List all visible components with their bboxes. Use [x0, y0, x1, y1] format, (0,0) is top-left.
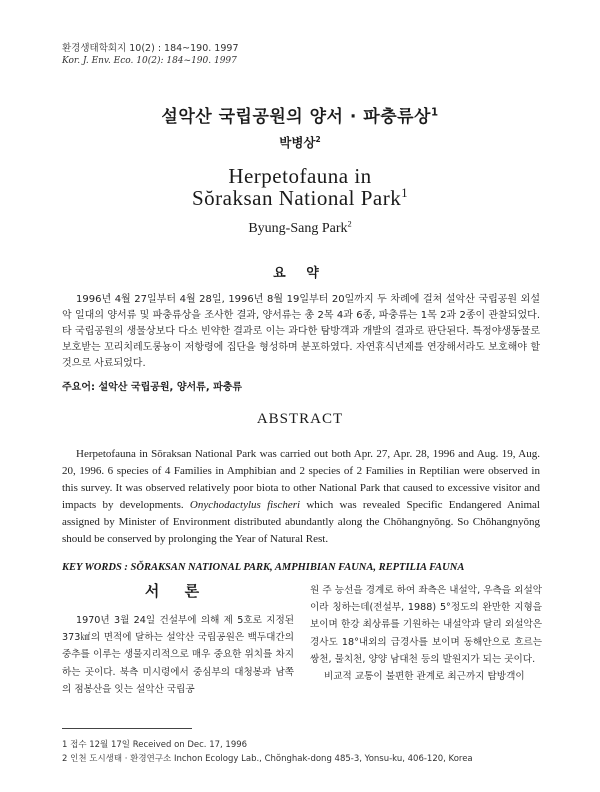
korean-author — [0, 133, 600, 151]
english-title-line1: Herpetofauna in — [228, 164, 372, 188]
english-abstract-part1: Herpetofauna in Sŏraksan National Park was carried out both Apr. 27, Apr. 28, 1996 and Aug. 19, Aug. 20, 1996. 6 species of 4 Families in Amphibian and 2 species of 2 Families in Reptilian were observed in this survey. It was observed relatively poor biota to other National Park that caused to excessive visitor and impacts by developments. — [62, 448, 540, 511]
introduction-heading: 서 론 — [144, 582, 210, 600]
english-title-line2-text: Sŏraksan National Park — [191, 186, 402, 210]
english-author-footnote-mark: 2 — [347, 219, 352, 229]
korean-author-footnote-mark: 2 — [315, 134, 321, 144]
korean-keywords: 주요어: 설악산 국립공원, 양서류, 파충류 — [62, 382, 243, 393]
abstract-heading: ABSTRACT — [256, 411, 344, 427]
journal-header-english: Kor. J. Env. Eco. 10(2): 184~190. 1997 — [62, 56, 237, 66]
introduction-column-left: 1970년 3월 24일 건설부에 의해 제 5호로 지정된 373㎢의 면적에 달하는 설악산 국립공원은 백두대간의 중추를 이루는 생물지리적으로 매우 중요한 위치를 차지하는 곳이다. 북측 미시령에서 중심부의 대청봉과 남쪽의 점봉산을 잇는 설악산 국립공 — [62, 615, 294, 695]
english-author-name: Byung-Sang Park — [248, 221, 348, 236]
species-name: Onychodactylus fischeri — [189, 499, 301, 511]
introduction-column-right — [310, 582, 542, 685]
korean-author-name: 박병상 — [279, 135, 316, 150]
english-abstract-text — [62, 446, 540, 548]
korean-title-text: 설악산 국립공원의 양서 · 파충류상 — [161, 107, 431, 127]
english-abstract-part2: which was revealed Specific Endangered Animal assigned by Minister of Environment distributed abundantly along the Chŏhangnyŏng. So Chŏhangnyŏng should be conserved by prolonging the Year of Natural Rest. — [62, 499, 540, 545]
korean-title — [0, 102, 600, 127]
english-title-line2 — [0, 186, 600, 211]
introduction-right-paragraph-1: 원 주 능선을 경계로 하여 좌측은 내설악, 우측을 외설악이라 칭하는데(전설부, 1988) 5°정도의 완만한 지형을 보이며 한강 최상류를 기원하는 내설악과 달리 외설악은 경사도 18°내외의 급경사를 보이며 동해안으로 흐르는 쌍천, 물치천, 양양 남대천 등의 발원지가 되는 곳이다. — [310, 585, 542, 665]
footnote-divider — [62, 728, 192, 729]
footnote-received: 1 접수 12월 17일 Received on Dec. 17, 1996 — [62, 740, 248, 750]
journal-header-korean: 환경생태학회지 10(2) : 184~190. 1997 — [62, 43, 239, 54]
introduction-right-paragraph-2: 비교적 교통이 불편한 관계로 최근까지 탐방객이 — [324, 671, 525, 683]
korean-title-footnote-mark: 1 — [430, 107, 439, 119]
korean-abstract-text: 1996년 4월 27일부터 4월 28일, 1996년 8월 19일부터 20일까지 두 차례에 걸쳐 설악산 국립공원 외설악 일대의 양서류 및 파충류상을 조사한 결과, 양서류는 총 2목 4과 6종, 파충류는 1목 2과 2종이 관찰되었다. 타 국립공원의 생물상보다 다소 빈약한 결과로 이는 과다한 탐방객과 개발의 결과로 판단된다. 특정야생동물로 보호받는 꼬리치레도롱뇽이 저항령에 집단을 형성하며 분포하였다. 자연휴식년제를 연장해서라도 보호해야 할 것으로 사료되었다. — [62, 294, 540, 369]
english-keywords: KEY WORDS : SŎRAKSAN NATIONAL PARK, AMPHIBIAN FAUNA, REPTILIA FAUNA — [62, 562, 465, 573]
korean-abstract-heading: 요 약 — [273, 266, 327, 281]
footnote-affiliation: 2 인천 도시생태 · 환경연구소 Inchon Ecology Lab., Chŏnghak-dong 485-3, Yonsu-ku, 406-120, Korea — [62, 754, 473, 764]
english-title-footnote-mark: 1 — [401, 186, 409, 200]
english-author — [0, 221, 600, 237]
